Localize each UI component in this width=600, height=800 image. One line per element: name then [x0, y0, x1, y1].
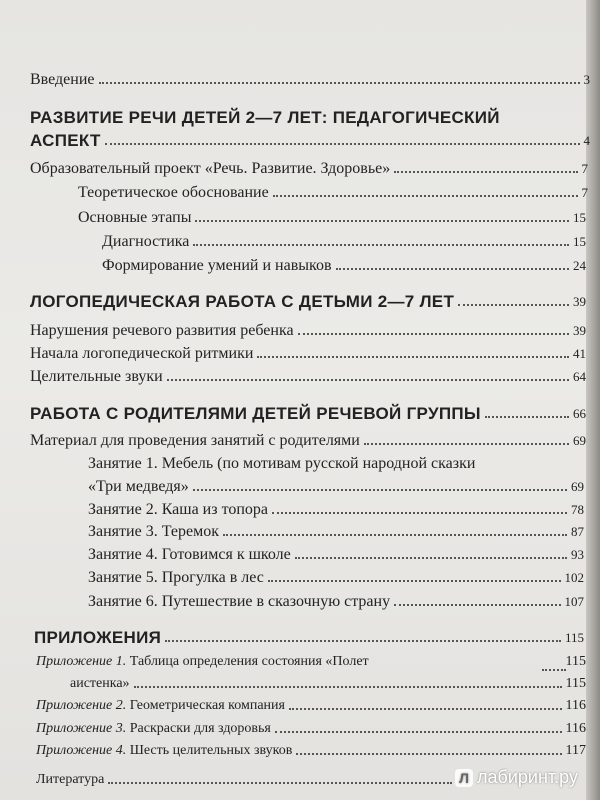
leader-dots — [99, 81, 580, 84]
toc-entry-title: Литература — [36, 772, 105, 787]
toc-entry-title: Основные этапы — [78, 209, 192, 226]
toc-entry-title: Занятие 2. Каша из топора — [88, 501, 269, 518]
toc-page-number: 69 — [573, 433, 586, 448]
toc-entry — [36, 719, 586, 738]
toc-entry — [30, 159, 588, 178]
toc-page-number: 39 — [573, 294, 586, 309]
toc-section-2 — [30, 292, 586, 311]
toc-page-number: 115 — [565, 654, 586, 669]
toc-page-number: 116 — [565, 721, 586, 736]
leader-dots — [394, 603, 560, 606]
toc-page-number: 7 — [581, 161, 588, 176]
toc-entry — [30, 321, 586, 340]
toc-page-number: 7 — [581, 185, 588, 200]
appendix-title — [36, 719, 271, 738]
toc-section-3 — [30, 404, 586, 423]
leader-dots — [165, 639, 561, 642]
appendix-title — [36, 741, 292, 760]
section-heading: ЛОГОПЕДИЧЕСКАЯ РАБОТА С ДЕТЬМИ 2—7 ЛЕТ — [30, 292, 455, 311]
toc-entry-title: аистенка» — [70, 676, 130, 691]
leader-dots — [336, 267, 569, 270]
toc-entry-literature — [36, 770, 456, 789]
toc-entry — [88, 592, 584, 611]
leader-dots — [364, 442, 569, 445]
toc-entry — [30, 431, 586, 450]
toc-page-number: 3 — [583, 72, 590, 87]
watermark — [455, 767, 578, 788]
leader-dots — [296, 752, 561, 755]
toc-page-number: 64 — [573, 369, 586, 384]
toc-page-number: 66 — [573, 406, 586, 421]
toc-page-number: 15 — [573, 210, 586, 225]
toc-entry — [30, 367, 586, 386]
leader-dots — [542, 668, 566, 671]
toc-entry-title: Материал для проведения занятий с родителями — [30, 432, 360, 449]
leader-dots — [108, 781, 452, 784]
toc-entry-title: Теоретическое обоснование — [78, 184, 269, 201]
toc-page-number: 78 — [571, 502, 584, 517]
leader-dots — [195, 219, 569, 222]
leader-dots — [257, 355, 569, 358]
toc-entry — [88, 568, 584, 587]
toc-entry-title: Образовательный проект «Речь. Развитие. Здоровье» — [30, 160, 391, 177]
toc-entry — [36, 696, 586, 715]
toc-page-number: 69 — [571, 479, 584, 494]
leader-dots — [105, 142, 580, 145]
toc-entry-title: Начала логопедической ритмики — [30, 345, 254, 362]
toc-entry — [88, 522, 584, 541]
watermark-text: лабиринт.ру — [477, 767, 578, 787]
leader-dots — [134, 685, 562, 688]
toc-page-line — [542, 652, 586, 671]
toc-entry-title: Целительные звуки — [30, 368, 163, 385]
toc-entry-title: Занятие 6. Путешествие в сказочную страну — [88, 593, 391, 610]
toc-entry-title: Диагностика — [102, 233, 190, 250]
toc-page-number: 93 — [571, 547, 584, 562]
toc-section-4 — [34, 628, 584, 647]
toc-entry — [70, 674, 586, 693]
section-heading: ПРИЛОЖЕНИЯ — [34, 628, 162, 647]
appendix-title — [36, 696, 285, 715]
leader-dots — [289, 707, 562, 710]
toc-page-number: 102 — [564, 570, 584, 585]
toc-entry-title: Занятие 4. Готовимся к школе — [88, 546, 291, 563]
section-heading-line: РАЗВИТИЕ РЕЧИ ДЕТЕЙ 2—7 ЛЕТ: ПЕДАГОГИЧЕСКИЙ — [30, 108, 500, 127]
appendix-title-text: Шесть целительных звуков — [126, 743, 293, 758]
toc-page-number: 117 — [565, 743, 586, 758]
leader-dots — [273, 194, 578, 197]
section-heading: РАБОТА С РОДИТЕЛЯМИ ДЕТЕЙ РЕЧЕВОЙ ГРУППЫ — [30, 404, 481, 423]
appendix-title-text: Геометрическая компания — [126, 698, 285, 713]
leader-dots — [394, 170, 577, 173]
toc-page-number: 116 — [565, 698, 586, 713]
leader-dots — [295, 556, 567, 559]
toc-page-number: 4 — [583, 133, 590, 148]
toc-entry — [36, 741, 586, 760]
appendix-label: Приложение 4. — [36, 743, 127, 758]
toc-page-number: 41 — [573, 346, 586, 361]
toc-entry — [102, 232, 586, 251]
appendix-label: Приложение 1. — [36, 654, 127, 669]
toc-entry — [102, 256, 586, 275]
toc-entry-title: Формирование умений и навыков — [102, 257, 332, 274]
toc-entry-title: Занятие 3. Теремок — [88, 523, 219, 540]
leader-dots — [272, 511, 567, 514]
section-heading: АСПЕКТ — [30, 131, 101, 150]
toc-entry-title: Нарушения речевого развития ребенка — [30, 322, 294, 339]
toc-page-number: 87 — [571, 524, 584, 539]
toc-entry-intro — [30, 70, 590, 89]
toc-page-number: 107 — [564, 594, 584, 609]
leader-dots — [485, 415, 569, 418]
toc-page-number: 15 — [573, 234, 586, 249]
toc-entry-title: Введение — [30, 71, 95, 88]
leader-dots — [167, 378, 569, 381]
toc-entry — [88, 477, 584, 496]
leader-dots — [223, 533, 567, 536]
toc-entry — [78, 208, 586, 227]
toc-section-1 — [30, 131, 590, 150]
leader-dots — [298, 332, 569, 335]
toc-page-number: 115 — [564, 630, 584, 645]
toc-entry-title-line: Занятие 1. Мебель (по мотивам русской народной сказки — [88, 455, 476, 472]
appendix-title-text: Раскраски для здоровья — [126, 721, 271, 736]
appendix-label: Приложение 2. — [36, 698, 127, 713]
toc-entry — [88, 500, 584, 519]
appendix-title: Таблица определения состояния «Полет — [126, 654, 369, 669]
toc-entry — [30, 344, 586, 363]
toc-page-number: 24 — [573, 258, 586, 273]
labirint-logo-icon: Л — [455, 769, 473, 787]
toc-page-number: 115 — [565, 676, 586, 691]
appendix-title-line — [36, 654, 369, 670]
toc-entry — [88, 545, 584, 564]
toc-entry-title: Занятие 5. Прогулка в лес — [88, 569, 264, 586]
leader-dots — [193, 243, 569, 246]
leader-dots — [268, 579, 561, 582]
leader-dots — [458, 303, 569, 306]
appendix-label: Приложение 3. — [36, 721, 127, 736]
toc-entry-title: «Три медведя» — [88, 478, 189, 495]
toc-entry — [78, 183, 588, 202]
leader-dots — [193, 488, 567, 491]
leader-dots — [275, 730, 562, 733]
toc-page-number: 39 — [573, 323, 586, 338]
